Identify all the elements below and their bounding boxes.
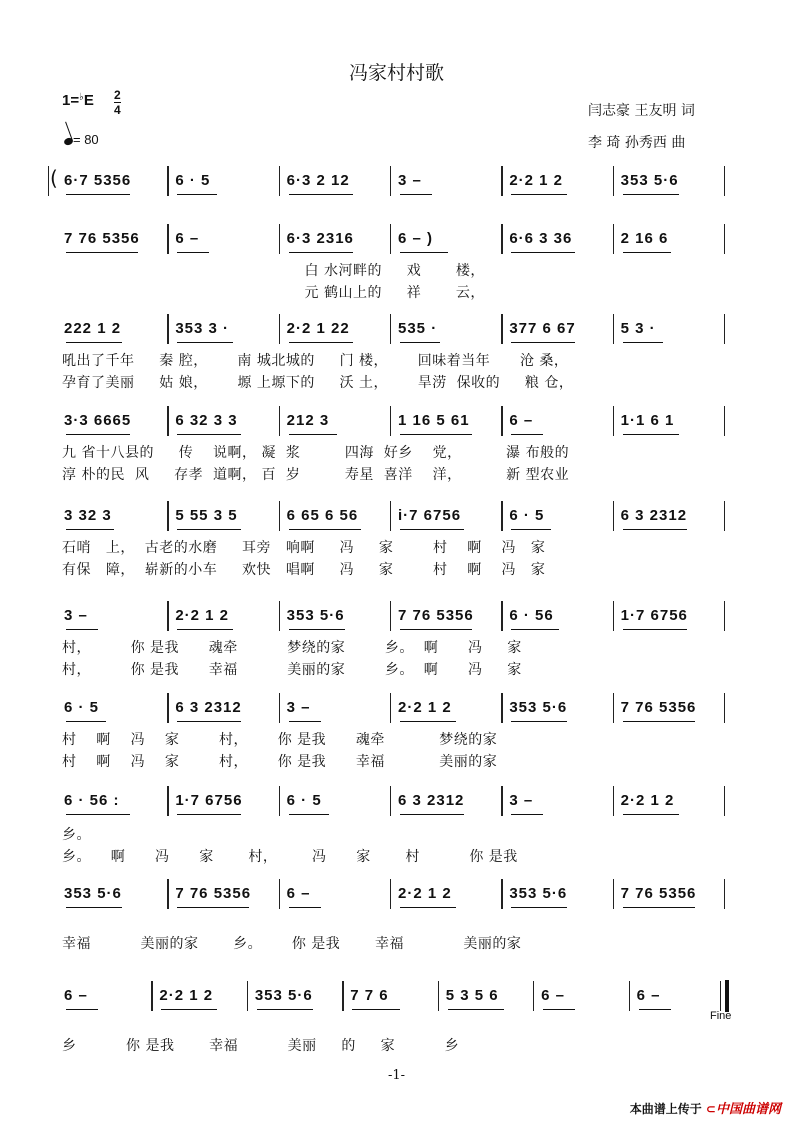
measure-notes: 1·7 6756 (175, 792, 243, 809)
measure-notes: 377 6 67 (509, 320, 576, 337)
measure-notes: 6 3 2312 (175, 699, 242, 716)
lyric-line: 元 鹤山上的 祥 云， (62, 285, 485, 301)
measure-notes: 7 76 5356 (398, 607, 474, 624)
measure-notes: 6 · 5 (509, 507, 545, 524)
site-logo-icon: ⊂ (705, 1102, 716, 1116)
measure-notes: 2·2 1 2 (509, 172, 564, 189)
measure-notes: 222 1 2 (64, 320, 122, 337)
lyricist-credit: 闫志豪 王友明 词 (588, 103, 695, 119)
lyric-line: 有保 障， 崭新的小车 欢快 唱啊 冯 家 村 啊 冯 家 (62, 562, 546, 578)
measure-notes: 3 – (398, 172, 422, 189)
measure-notes: 6 65 6 56 (286, 507, 359, 524)
measure-notes: 6 – (64, 987, 88, 1004)
measure-notes: 6 3 2312 (620, 507, 688, 524)
measure-notes: 3 32 3 (64, 507, 112, 524)
composer-credit: 李 琦 孙秀西 曲 (588, 135, 686, 151)
key-signature (62, 92, 94, 109)
measure-notes: 6 32 3 3 (175, 412, 238, 429)
key-note: E (83, 92, 94, 109)
measure-notes: 2·2 1 2 (398, 699, 452, 716)
measure-notes: 212 3 (286, 412, 330, 429)
time-top: 2 (114, 88, 121, 102)
lyric-line: 乡。 (62, 827, 91, 843)
measure-notes: 6 – (286, 885, 311, 902)
measure-notes: 7 76 5356 (620, 885, 697, 902)
measure-notes: 353 5·6 (509, 699, 568, 716)
measure-notes: 3 – (286, 699, 311, 716)
time-signature (114, 89, 121, 116)
measure-notes: 6 – (509, 412, 534, 429)
measure-notes: 1·7 6756 (620, 607, 688, 624)
footer-prefix: 本曲谱上传于 (629, 1102, 702, 1116)
tempo-value: = 80 (73, 132, 99, 147)
measure-notes: 7 7 6 (350, 987, 389, 1004)
measure-notes: 353 5·6 (509, 885, 568, 902)
footer-brand: 中国曲谱网 (715, 1102, 781, 1117)
upload-footer (630, 1098, 781, 1117)
measure-notes: 7 76 5356 (620, 699, 697, 716)
page-title: 冯家村村歌 (348, 62, 444, 84)
measure-notes: 353 5·6 (64, 885, 122, 902)
measure-notes: 6·6 3 36 (509, 230, 573, 247)
tempo-mark (64, 132, 99, 147)
measure-notes: 3 – (64, 607, 88, 624)
measure-notes: 2·2 1 22 (286, 320, 350, 337)
measure-notes: 6 · 5 (175, 172, 211, 189)
measure-notes: 353 5·6 (620, 172, 679, 189)
measure-notes: 2·2 1 2 (620, 792, 675, 809)
measure-notes: 6 · 5 (64, 699, 100, 716)
measure-notes: 6 3 2312 (398, 792, 465, 809)
measure-notes: i·7 6756 (398, 507, 462, 524)
measure-notes: 6·7 5356 (64, 172, 132, 189)
lyric-line: 村 啊 冯 家 村， 你 是我 魂牵 梦绕的家 (62, 732, 498, 748)
measure-notes: 2·2 1 2 (398, 885, 452, 902)
measure-notes: 353 5·6 (254, 987, 313, 1004)
time-bottom: 4 (114, 103, 121, 117)
fine-label: Fine (710, 1010, 732, 1022)
measure-notes: 2·2 1 2 (159, 987, 214, 1004)
flat-sign: ♭ (79, 92, 84, 103)
measure-notes: 1·1 6 1 (620, 412, 675, 429)
measure-notes: 6 · 5 (286, 792, 322, 809)
measure-notes: 6 · 56 : (64, 792, 120, 809)
measure-notes: 3 – (509, 792, 534, 809)
lyric-line: 白 水河畔的 戏 楼， (62, 263, 485, 279)
key-prefix: 1= (62, 92, 80, 109)
measure-notes: 6 – (636, 987, 661, 1004)
measure-notes: 5 3 · (620, 320, 656, 337)
lyric-line: 村， 你 是我 幸福 美丽的家 乡。 啊 冯 家 (62, 662, 522, 678)
lyric-line: 乡。 啊 冯 家 村， 冯 家 村 你 是我 (62, 849, 518, 865)
measure-notes: 2·2 1 2 (175, 607, 230, 624)
lyric-line: 村， 你 是我 魂牵 梦绕的家 乡。 啊 冯 家 (62, 640, 522, 656)
lyric-line: 吼出了千年 秦 腔， 南 城北城的 门 楼， 回味着当年 沧 桑， (62, 353, 569, 369)
lyric-line: 石哨 上， 古老的水磨 耳旁 响啊 冯 家 村 啊 冯 家 (62, 540, 546, 556)
measure-notes: 6·3 2316 (286, 230, 354, 247)
lyric-line: 幸福 美丽的家 乡。 你 是我 幸福 美丽的家 (62, 936, 522, 952)
measure-notes: 6 · 56 (509, 607, 554, 624)
measure-notes: 6·3 2 12 (286, 172, 350, 189)
measure-notes: 5 3 5 6 (445, 987, 499, 1004)
measure-notes: 2 16 6 (620, 230, 669, 247)
measure-notes: 353 3 · (175, 320, 230, 337)
measure-notes: 6 – (175, 230, 200, 247)
measure-notes: 3·3 6665 (64, 412, 132, 429)
measure-notes: 5 55 3 5 (175, 507, 238, 524)
measure-notes: 535 · (398, 320, 438, 337)
page-number: -1- (387, 1068, 406, 1083)
lyric-line: 孕育了美丽 姑 娘， 塬 上塬下的 沃 土， 旱涝 保收的 粮 仓， (62, 375, 574, 391)
lyric-line: 九 省十八县的 传 说啊， 凝 浆 四海 好乡 党， 瀑 布般的 (62, 445, 570, 461)
measure-notes: 353 5·6 (286, 607, 345, 624)
lyric-line: 淳 朴的民 风 存孝 道啊， 百 岁 寿星 喜洋 洋， 新 型农业 (62, 467, 570, 483)
lyric-line: 乡 你 是我 幸福 美丽 的 家 乡 (62, 1038, 460, 1054)
measure-notes: 6 – ) (398, 230, 434, 247)
lyric-line: 村 啊 冯 家 村， 你 是我 幸福 美丽的家 (62, 754, 498, 770)
measure-notes: 1 16 5 61 (398, 412, 470, 429)
measure-notes: 7 76 5356 (175, 885, 252, 902)
measure-notes: 7 76 5356 (64, 230, 140, 247)
measure-notes: 6 – (541, 987, 565, 1004)
